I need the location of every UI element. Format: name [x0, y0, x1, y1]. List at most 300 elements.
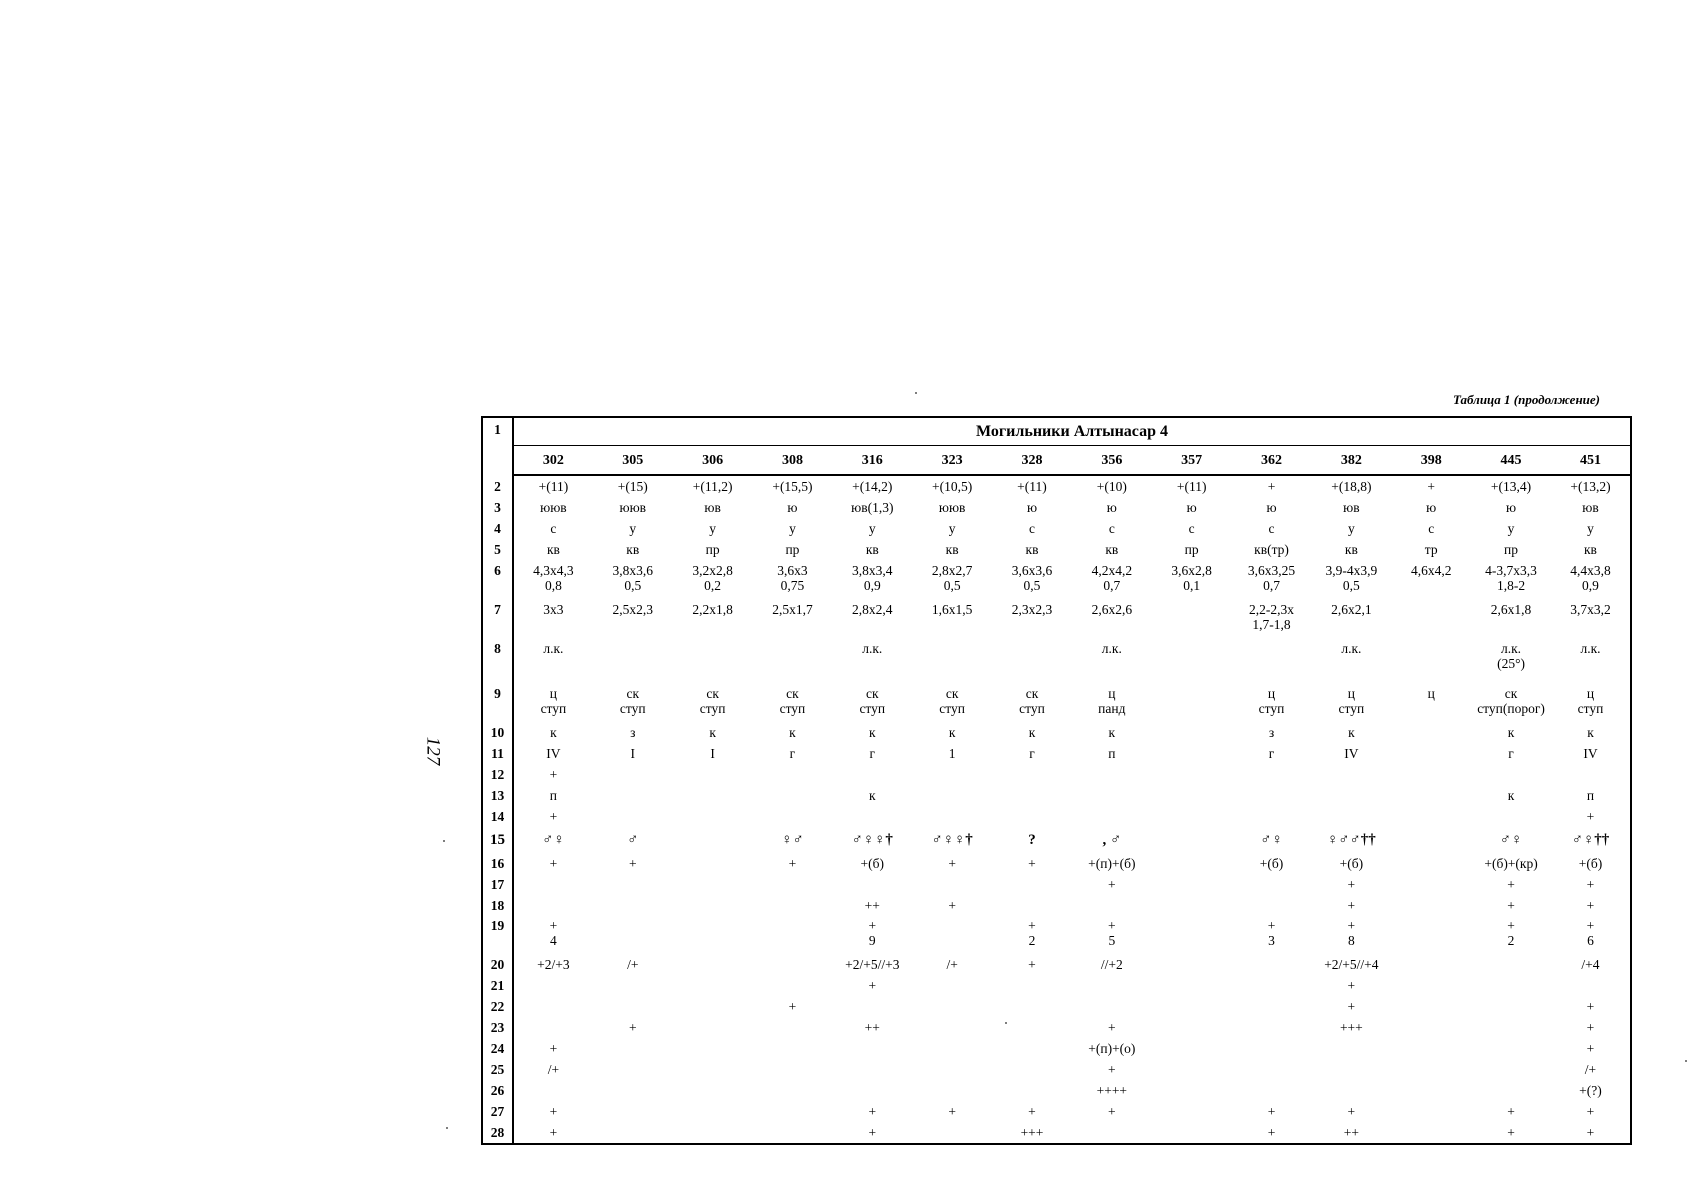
table-cell: + 5	[1108, 918, 1116, 948]
table-cell	[513, 1080, 593, 1101]
table-row	[482, 560, 1631, 599]
table-cell: /+	[1584, 1062, 1597, 1077]
table-cell: +	[1586, 1104, 1595, 1119]
table-cell	[1551, 975, 1631, 996]
table-cell: +(13,4)	[1490, 479, 1532, 494]
table-cell: 3,2х2,8 0,2	[692, 563, 733, 593]
table-cell	[832, 996, 912, 1017]
table-cell: 3,6х3 0,75	[777, 563, 808, 593]
table-cell	[912, 916, 992, 954]
table-cell: +(18,8)	[1331, 479, 1372, 494]
table-cell: ююв	[619, 500, 647, 515]
table-cell: +	[1347, 1104, 1356, 1119]
table-cell	[673, 806, 753, 827]
table-cell	[1072, 975, 1152, 996]
table-cell: ю	[1026, 500, 1038, 515]
table-cell	[1391, 599, 1471, 638]
table-cell: л.к.	[1101, 641, 1122, 656]
table-cell	[1391, 1017, 1471, 1038]
table-cell: с	[1028, 521, 1035, 536]
burial-number-header: 306	[673, 446, 753, 476]
table-cell: кв	[1105, 542, 1119, 557]
burial-number-header: 305	[593, 446, 673, 476]
table-cell: +	[1347, 898, 1356, 913]
table-cell	[1391, 1101, 1471, 1122]
table-cell: +	[1586, 1041, 1595, 1056]
table-row	[482, 497, 1631, 518]
table-cell: /+	[627, 957, 639, 972]
burial-number-header: 308	[753, 446, 833, 476]
table-cell: ++++	[1096, 1083, 1128, 1098]
table-cell: ♂♀	[1499, 831, 1523, 848]
table-cell	[593, 895, 673, 916]
table-cell	[593, 1038, 673, 1059]
table-cell	[1152, 764, 1232, 785]
table-cell: к	[789, 725, 796, 740]
table-cell: л.к.	[1580, 641, 1601, 656]
burial-number-header: 357	[1152, 446, 1232, 476]
table-cell: ♀♂♂††	[1326, 831, 1376, 848]
table-cell: с	[1108, 521, 1115, 536]
table-cell	[1152, 599, 1232, 638]
row-number: 2	[482, 475, 513, 497]
table-cell: у	[868, 521, 876, 536]
table-cell	[1152, 1101, 1232, 1122]
table-cell	[753, 916, 833, 954]
table-cell: +	[1586, 999, 1595, 1014]
table-cell	[992, 874, 1072, 895]
table-cell	[1551, 764, 1631, 785]
table-cell: +	[1108, 1062, 1116, 1077]
table-cell: IV	[546, 746, 561, 761]
table-cell	[1391, 916, 1471, 954]
table-cell: 2,8х2,4	[852, 602, 893, 617]
table-cell: ск ступ(порог)	[1477, 686, 1545, 716]
table-cell	[1391, 743, 1471, 764]
page-number: 127	[422, 736, 444, 766]
table-cell	[513, 874, 593, 895]
table-cell	[992, 785, 1072, 806]
table-cell	[992, 1080, 1072, 1101]
table-cell: ю	[1266, 500, 1277, 515]
table-cell	[753, 1122, 833, 1144]
table-cell: у	[1587, 521, 1594, 536]
table-cell: л.к.	[862, 641, 883, 656]
table-cell	[673, 895, 753, 916]
table-cell: +	[549, 1125, 558, 1140]
table-cell: с	[1268, 521, 1275, 536]
table-cell: с	[550, 521, 557, 536]
table-cell: +(14,2)	[852, 479, 893, 494]
table-cell: ♀♂	[781, 831, 804, 848]
table-cell	[912, 764, 992, 785]
table-cell: +(11)	[538, 479, 569, 494]
row-number: 22	[482, 996, 513, 1017]
table-cell	[1152, 785, 1232, 806]
table-cell	[1152, 1038, 1232, 1059]
table-cell: +	[1427, 479, 1436, 494]
table-cell: к	[1507, 725, 1515, 740]
table-cell: ц ступ	[1338, 686, 1365, 716]
table-cell	[912, 996, 992, 1017]
row-number: 15	[482, 827, 513, 853]
table-cell: кв	[865, 542, 879, 557]
table-cell	[673, 1101, 753, 1122]
table-cell	[992, 764, 1072, 785]
table-cell	[1152, 638, 1232, 683]
table-cell: +	[628, 1020, 637, 1035]
burial-number-header: 316	[832, 446, 912, 476]
table-cell	[912, 975, 992, 996]
table-cell: + 9	[868, 918, 877, 948]
table-cell	[593, 975, 673, 996]
table-cell	[673, 996, 753, 1017]
table-cell: ц ступ	[540, 686, 567, 716]
table-cell: кв	[1584, 542, 1597, 557]
table-cell: ♂♀♀†	[931, 831, 973, 848]
table-cell	[753, 764, 833, 785]
table-cell: кв	[945, 542, 959, 557]
row-number: 5	[482, 539, 513, 560]
table-cell: г	[1268, 746, 1275, 761]
table-cell: ♂♀	[1260, 831, 1283, 848]
table-cell	[992, 806, 1072, 827]
table-cell: з	[630, 725, 636, 740]
table-cell: к	[709, 725, 716, 740]
table-cell	[1471, 954, 1551, 975]
burial-number-header: 302	[513, 446, 593, 476]
table-cell: +(?)	[1579, 1083, 1602, 1098]
row-number: 7	[482, 599, 513, 638]
burial-number-header: 356	[1072, 446, 1152, 476]
table-row	[482, 806, 1631, 827]
table-cell	[1311, 806, 1391, 827]
table-cell: +(10,5)	[932, 479, 973, 494]
table-cell: +(б)	[1339, 856, 1364, 871]
table-cell: +	[1507, 877, 1515, 892]
table-cell: +	[1586, 898, 1595, 913]
table-cell: 2,6х1,8	[1490, 602, 1532, 617]
table-cell	[673, 874, 753, 895]
row-number: 12	[482, 764, 513, 785]
table-cell	[753, 954, 833, 975]
burial-number-header: 451	[1551, 446, 1631, 476]
scan-speck	[915, 392, 917, 394]
table-cell: +(б)+(кр)	[1484, 856, 1538, 871]
table-cell	[832, 1080, 912, 1101]
table-cell: ♂♀††	[1571, 831, 1610, 848]
table-cell	[753, 874, 833, 895]
table-cell	[1391, 853, 1471, 874]
table-cell	[673, 827, 753, 853]
table-cell: +	[1267, 479, 1276, 494]
table-cell	[1152, 895, 1232, 916]
table-cell	[992, 975, 1072, 996]
table-cell	[753, 895, 833, 916]
table-cell: +	[1347, 978, 1356, 993]
table-cell	[593, 764, 673, 785]
row-number: 18	[482, 895, 513, 916]
table-cell	[1232, 764, 1312, 785]
table-cell: г	[1029, 746, 1035, 761]
scan-speck	[443, 840, 445, 842]
row-number: 11	[482, 743, 513, 764]
table-row	[482, 1122, 1631, 1144]
table-cell: +	[1347, 877, 1356, 892]
table-row	[482, 874, 1631, 895]
table-cell	[1311, 1080, 1391, 1101]
table-cell	[593, 874, 673, 895]
table-row	[482, 599, 1631, 638]
table-cell: +	[868, 1104, 877, 1119]
table-cell	[1232, 975, 1312, 996]
row-number: 17	[482, 874, 513, 895]
table-cell	[673, 1017, 753, 1038]
table-cell: г	[789, 746, 796, 761]
table-cell	[673, 785, 753, 806]
table-cell: юв(1,3)	[851, 500, 894, 515]
table-cell: ю	[1106, 500, 1117, 515]
table-cell	[1152, 975, 1232, 996]
table-row	[482, 1101, 1631, 1122]
row-number: 6	[482, 560, 513, 599]
table-cell	[753, 1038, 833, 1059]
table-cell	[1152, 1080, 1232, 1101]
table-cell: пр	[1184, 542, 1199, 557]
table-cell	[1471, 1017, 1551, 1038]
table-cell: +	[1586, 1125, 1595, 1140]
table-cell: у	[789, 521, 796, 536]
table-cell: ++	[864, 898, 880, 913]
table-cell: к	[948, 725, 956, 740]
row-number: 25	[482, 1059, 513, 1080]
table-cell	[1311, 764, 1391, 785]
table-cell	[992, 996, 1072, 1017]
table-cell: юв	[704, 500, 721, 515]
row-number: 27	[482, 1101, 513, 1122]
table-cell	[1152, 954, 1232, 975]
table-cell	[1152, 916, 1232, 954]
table-cell: +	[1267, 1104, 1276, 1119]
table-cell	[912, 1059, 992, 1080]
row-number: 9	[482, 683, 513, 722]
table-cell	[832, 764, 912, 785]
table-cell	[1471, 764, 1551, 785]
table-cell	[753, 1080, 833, 1101]
table-cell: +(б)	[1578, 856, 1603, 871]
table-row	[482, 683, 1631, 722]
table-cell: 2,6х2,6	[1091, 602, 1133, 617]
table-cell: + 8	[1347, 918, 1356, 948]
table-cell: кв	[626, 542, 640, 557]
table-cell: +	[549, 767, 558, 782]
burial-number-header: 323	[912, 446, 992, 476]
table-cell: ц ступ	[1577, 686, 1604, 716]
table-cell: //+2	[1100, 957, 1123, 972]
table-row	[482, 916, 1631, 954]
burial-number-header: 382	[1311, 446, 1391, 476]
table-cell: 3,8х3,4 0,9	[852, 563, 893, 593]
table-cell: +	[1347, 999, 1356, 1014]
table-cell: /+	[946, 957, 958, 972]
table-cell	[1311, 1038, 1391, 1059]
table-cell: 2,8х2,7 0,5	[931, 563, 973, 593]
table-cell: ?	[1028, 831, 1036, 848]
table-cell	[673, 1080, 753, 1101]
table-cell	[673, 1122, 753, 1144]
table-cell: к	[1028, 725, 1036, 740]
table-cell: г	[1508, 746, 1514, 761]
table-cell	[1152, 683, 1232, 722]
table-row	[482, 1080, 1631, 1101]
table-cell: +	[948, 1104, 956, 1119]
table-cell: +	[1028, 856, 1036, 871]
table-cell	[832, 1038, 912, 1059]
table-cell	[1391, 806, 1471, 827]
burial-number-header: 328	[992, 446, 1072, 476]
table-cell: +	[1507, 1125, 1515, 1140]
table-cell: ♂♀	[542, 831, 565, 848]
table-cell	[673, 1059, 753, 1080]
table-row	[482, 1038, 1631, 1059]
table-cell: кв	[1025, 542, 1039, 557]
table-cell: I	[630, 746, 636, 761]
table-cell	[1391, 1122, 1471, 1144]
table-cell: 3х3	[543, 602, 564, 617]
table-cell: 3,8х3,6 0,5	[612, 563, 654, 593]
table-cell	[1391, 895, 1471, 916]
row-number: 24	[482, 1038, 513, 1059]
table-cell: +	[549, 1041, 558, 1056]
row-number: 16	[482, 853, 513, 874]
table-cell: юв	[1343, 500, 1360, 515]
table-cell: +2/+3	[537, 957, 570, 972]
table-cell: +	[549, 809, 558, 824]
table-title-row	[482, 417, 1631, 446]
table-row	[482, 722, 1631, 743]
table-cell	[1391, 764, 1471, 785]
table-cell: п	[549, 788, 558, 803]
table-cell: +(11,2)	[692, 479, 733, 494]
table-cell: юв	[1582, 500, 1599, 515]
table-row	[482, 638, 1631, 683]
table-cell	[832, 806, 912, 827]
table-cell	[832, 874, 912, 895]
table-cell: кв(тр)	[1254, 542, 1289, 557]
table-cell	[1232, 1038, 1312, 1059]
table-cell: + 6	[1586, 918, 1595, 948]
table-cell	[1232, 874, 1312, 895]
table-cell	[912, 1017, 992, 1038]
table-cell: кв	[1344, 542, 1358, 557]
table-cell: +2/+5//+3	[845, 957, 900, 972]
table-cell: тр	[1424, 542, 1438, 557]
table-cell	[912, 1080, 992, 1101]
table-cell: к	[869, 788, 876, 803]
table-cell: с	[1188, 521, 1195, 536]
table-cell	[753, 975, 833, 996]
table-cell: 3,6х2,8 0,1	[1171, 563, 1212, 593]
table-cell	[1232, 996, 1312, 1017]
row-number: 28	[482, 1122, 513, 1144]
table-cell: +	[868, 978, 877, 993]
table-cell	[753, 1059, 833, 1080]
table-cell	[593, 1122, 673, 1144]
table-cell	[1471, 996, 1551, 1017]
table-cell	[1152, 996, 1232, 1017]
table-caption: Таблица 1 (продолжение)	[1453, 392, 1600, 407]
table-cell: пр	[705, 542, 720, 557]
table-cell: 4,3х4,3 0,8	[533, 563, 574, 593]
row-number: 26	[482, 1080, 513, 1101]
table-cell	[1232, 954, 1312, 975]
table-cell	[593, 916, 673, 954]
table-cell: 4,2х4,2 0,7	[1091, 563, 1133, 593]
table-cell: 3,6х3,6 0,5	[1011, 563, 1053, 593]
table-cell: ск ступ	[939, 686, 965, 716]
table-cell: п	[1108, 746, 1116, 761]
table-cell	[513, 895, 593, 916]
table-cell	[912, 638, 992, 683]
table-cell: к	[1348, 725, 1355, 740]
table-cell	[832, 1059, 912, 1080]
table-cell	[1072, 764, 1152, 785]
burial-number-header: 445	[1471, 446, 1551, 476]
table-cell	[1072, 996, 1152, 1017]
table-cell	[1232, 785, 1312, 806]
table-cell	[1391, 874, 1471, 895]
table-cell: +	[1507, 1104, 1515, 1119]
table-cell: у	[709, 521, 716, 536]
table-cell: 2,2х1,8	[692, 602, 733, 617]
table-cell: ♂♀♀†	[851, 831, 893, 848]
table-cell: 2,6х2,1	[1331, 602, 1372, 617]
table-cell: 1	[948, 746, 956, 761]
table-cell: +	[1586, 877, 1595, 892]
table-row	[482, 785, 1631, 806]
table-cell	[673, 764, 753, 785]
row-number: 21	[482, 975, 513, 996]
table-cell	[673, 975, 753, 996]
table-cell	[753, 638, 833, 683]
row-number: 3	[482, 497, 513, 518]
table-row	[482, 475, 1631, 497]
table-cell	[1232, 806, 1312, 827]
table-cell: ск ступ	[699, 686, 726, 716]
table-row	[482, 518, 1631, 539]
table-cell: ю	[1186, 500, 1197, 515]
table-cell: +++	[1020, 1125, 1044, 1140]
table-cell	[673, 954, 753, 975]
table-cell: +	[1586, 1020, 1595, 1035]
burial-number-header: 398	[1391, 446, 1471, 476]
burial-table	[481, 416, 1632, 1145]
table-cell: ююв	[938, 500, 966, 515]
table-cell: ю	[1506, 500, 1517, 515]
table-cell	[1152, 874, 1232, 895]
table-cell	[1152, 722, 1232, 743]
table-cell: 3,9-4х3,9 0,5	[1325, 563, 1378, 593]
table-cell: ++	[1343, 1125, 1359, 1140]
table-cell	[1232, 1080, 1312, 1101]
table-cell	[1152, 853, 1232, 874]
table-cell: л.к.	[1341, 641, 1362, 656]
table-cell: у	[1347, 521, 1355, 536]
table-cell: 2,3х2,3	[1011, 602, 1053, 617]
table-cell: у	[629, 521, 637, 536]
table-cell: к	[1507, 788, 1515, 803]
table-cell: с	[1428, 521, 1435, 536]
